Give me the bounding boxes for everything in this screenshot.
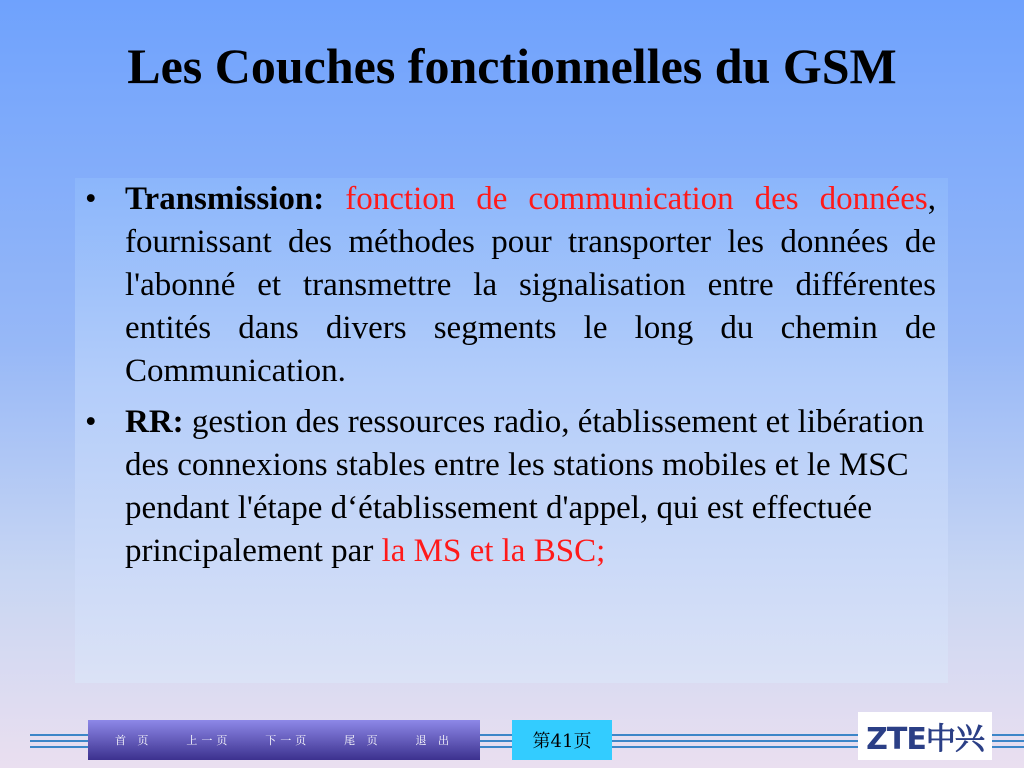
bullet-rr [85, 401, 936, 573]
bullet-marker: • [85, 404, 97, 440]
prev-page-button[interactable]: 上一页 [186, 734, 232, 747]
zte-logo: ZTE中兴 [858, 712, 992, 760]
content-box [75, 178, 948, 683]
bullet-transmission [85, 178, 937, 393]
slide-nav-bar [88, 720, 480, 760]
last-page-button[interactable]: 尾 页 [344, 734, 382, 747]
next-page-button[interactable]: 下一页 [265, 734, 311, 747]
bullet-list [75, 178, 948, 573]
bullet-highlight: la MS et la BSC; [381, 533, 606, 569]
bullet-text: , fournissant des méthodes pour transporter les données de l'abonné et transmettre la signalisation entre différentes entités dans divers segments le long du chemin de Communication. [125, 181, 937, 389]
bullet-highlight: fonction de communication des données [345, 181, 928, 217]
slide-title: Les Couches fonctionnelles du GSM [127, 38, 897, 94]
bullet-label: Transmission: [125, 181, 325, 217]
bullet-marker: • [85, 181, 97, 217]
bullet-label: RR: [125, 404, 184, 440]
page-number: 第41页 [512, 720, 612, 760]
bullet-text: gestion des ressources radio, établissement et libération des connexions stables entre les stations mobiles et le MSC pendant l'étape d‘établissement d'appel, qui est effectuée principalement par [125, 404, 925, 569]
exit-button[interactable]: 退 出 [415, 734, 453, 747]
first-page-button[interactable]: 首 页 [114, 734, 153, 747]
